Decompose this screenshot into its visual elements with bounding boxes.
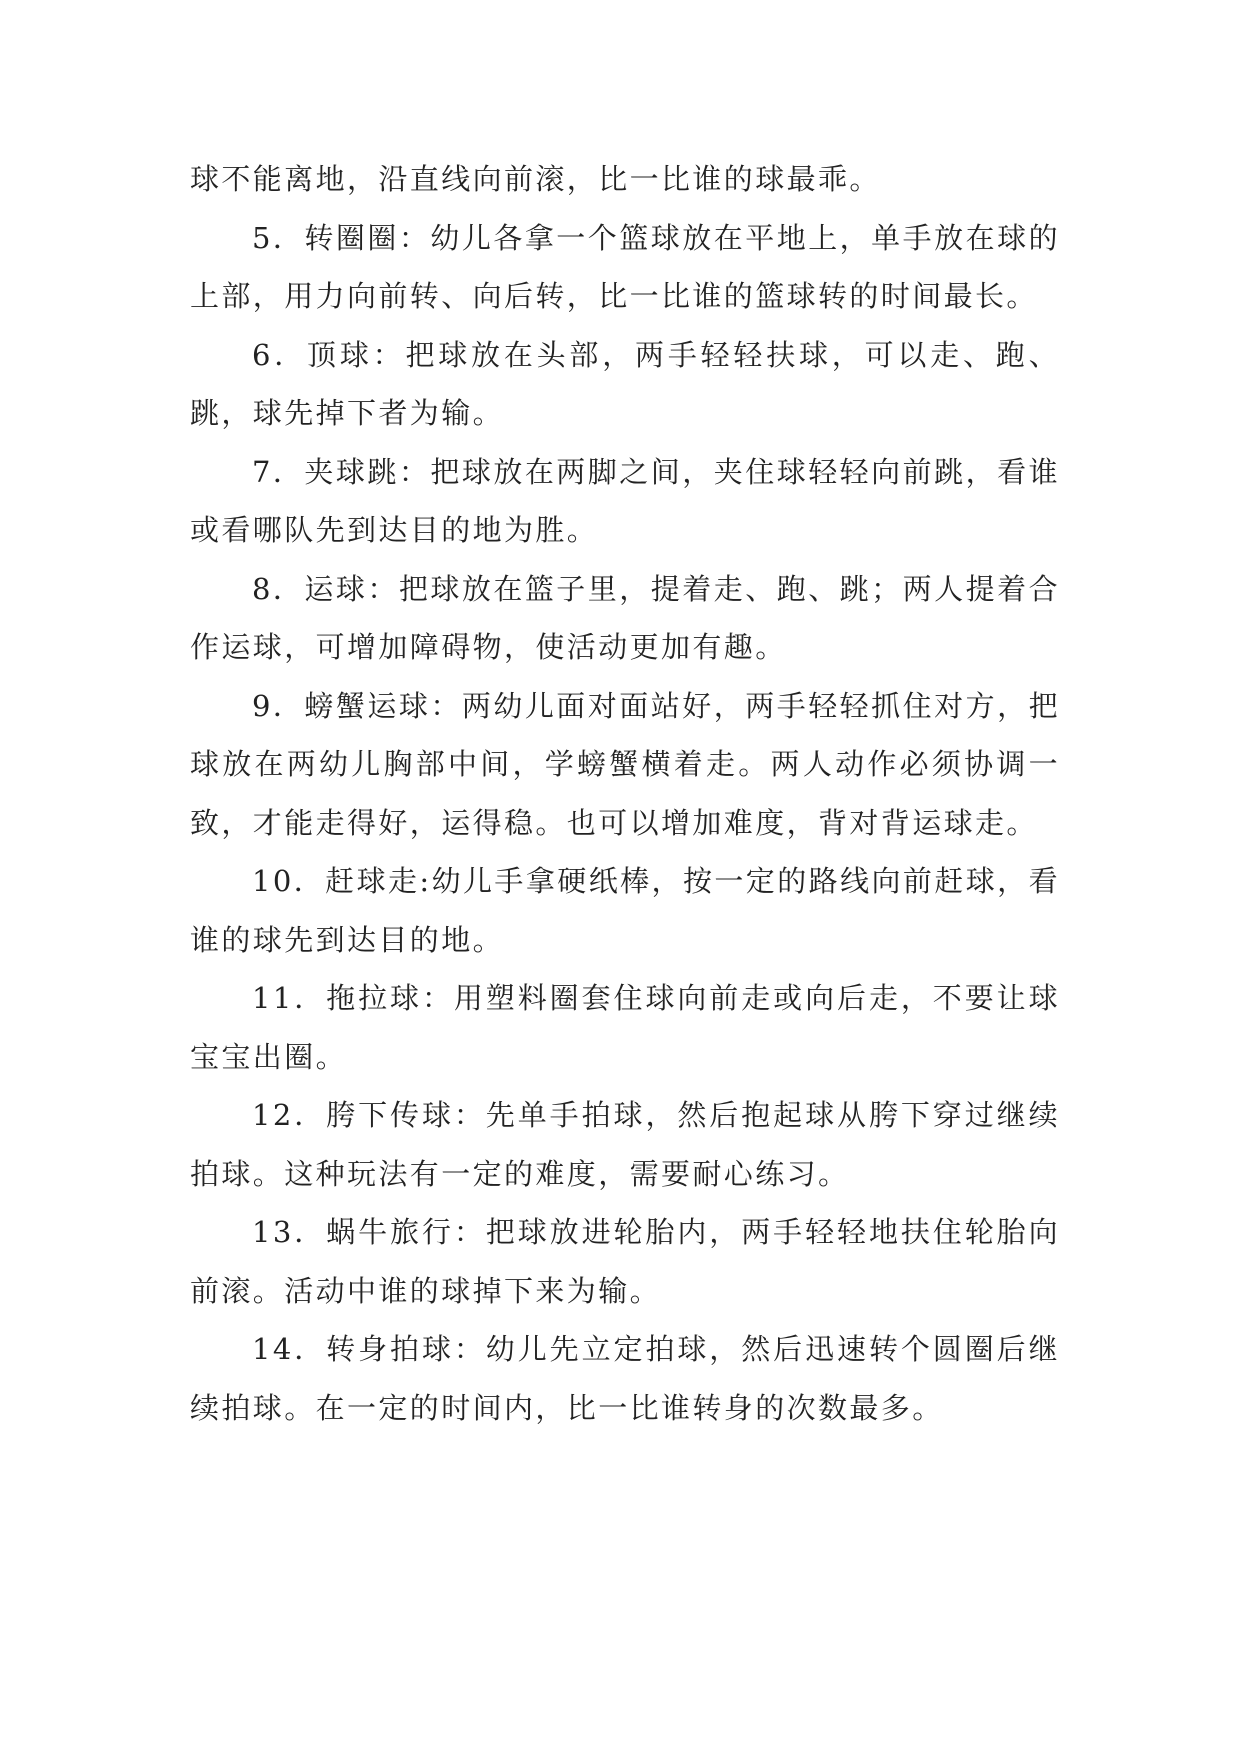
paragraph-item-10: 10．赶球走:幼儿手拿硬纸棒，按一定的路线向前赶球，看谁的球先到达目的地。 [190, 864, 1060, 957]
paragraph-item-9: 9．螃蟹运球：两幼儿面对面站好，两手轻轻抓住对方，把球放在两幼儿胸部中间，学螃蟹横着走。两人动作必须协调一致，才能走得好，运得稳。也可以增加难度，背对背运球走。 [190, 688, 1060, 840]
paragraph-item-8: 8．运球：把球放在篮子里，提着走、跑、跳；两人提着合作运球，可增加障碍物，使活动更加有趣。 [190, 571, 1060, 664]
paragraph-item-7: 7．夹球跳：把球放在两脚之间，夹住球轻轻向前跳，看谁或看哪队先到达目的地为胜。 [190, 454, 1060, 547]
paragraph-continuation: 球不能离地，沿直线向前滚，比一比谁的球最乖。 [190, 162, 881, 196]
paragraph-item-6: 6．顶球：把球放在头部，两手轻轻扶球，可以走、跑、跳，球先掉下者为输。 [190, 337, 1060, 430]
document-body [190, 150, 1060, 1437]
paragraph-item-12: 12．胯下传球：先单手拍球，然后抱起球从胯下穿过继续拍球。这种玩法有一定的难度，需要耐心练习。 [190, 1098, 1060, 1191]
paragraph-item-14: 14．转身拍球：幼儿先立定拍球，然后迅速转个圆圈后继续拍球。在一定的时间内，比一比谁转身的次数最多。 [190, 1332, 1060, 1425]
paragraph-item-5: 5．转圈圈：幼儿各拿一个篮球放在平地上，单手放在球的上部，用力向前转、向后转，比一比谁的篮球转的时间最长。 [190, 220, 1060, 313]
paragraph-item-11: 11．拖拉球：用塑料圈套住球向前走或向后走，不要让球宝宝出圈。 [190, 981, 1060, 1074]
paragraph-item-13: 13．蜗牛旅行：把球放进轮胎内，两手轻轻地扶住轮胎向前滚。活动中谁的球掉下来为输。 [190, 1215, 1060, 1308]
